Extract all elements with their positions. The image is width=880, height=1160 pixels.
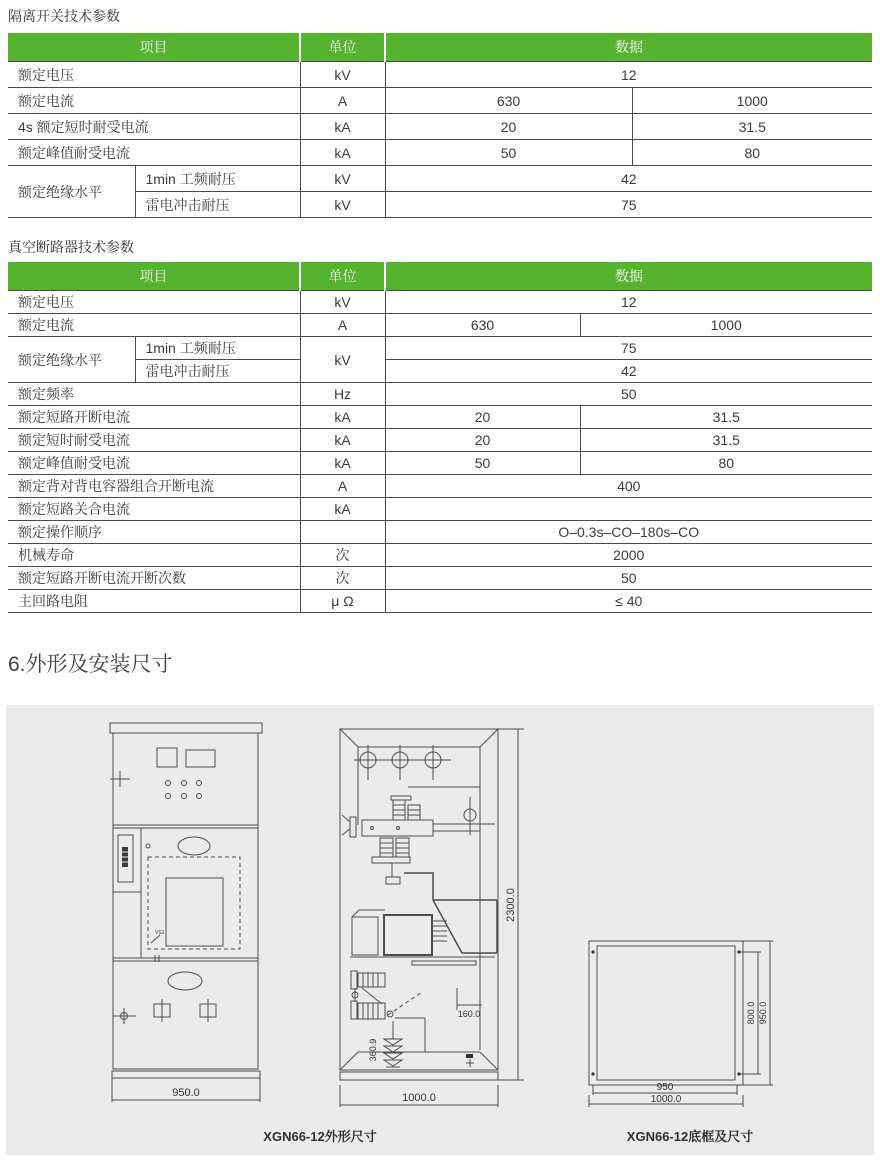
cell-val: 1000 (632, 88, 872, 114)
cell-sub: 雷电冲击耐压 (135, 360, 300, 383)
cell-item: 额定操作顺序 (8, 521, 300, 544)
cell-unit: kA (300, 429, 385, 452)
cell-val: 80 (580, 452, 872, 475)
cell-val: 50 (385, 140, 632, 166)
table-row (8, 452, 872, 475)
cell-item: 额定绝缘水平 (8, 166, 135, 218)
cell-unit: 次 (300, 567, 385, 590)
cell-sub: 1min 工频耐压 (135, 166, 300, 192)
table-row (8, 314, 872, 337)
dimension-drawings (6, 705, 874, 1155)
column-header: 数据 (385, 33, 872, 62)
cell-val: 31.5 (580, 429, 872, 452)
column-header: 项目 (8, 262, 300, 291)
dim-frame-hole-width: 950 (656, 1082, 674, 1093)
dim-front-width: 950.0 (172, 1087, 200, 1099)
table-row (8, 498, 872, 521)
vs1-label: VS1 (155, 930, 165, 936)
cell-val: 400 (385, 475, 872, 498)
cell-item: 主回路电阻 (8, 590, 300, 613)
table-row (8, 475, 872, 498)
cell-val: 20 (385, 429, 580, 452)
cell-unit: kV (300, 192, 385, 218)
cell-unit: A (300, 475, 385, 498)
cell-val (385, 498, 872, 521)
dim-side-insulator-height: 360.9 (368, 1038, 378, 1062)
dim-frame-width: 1000.0 (650, 1094, 682, 1105)
table-row (8, 406, 872, 429)
cell-unit (300, 521, 385, 544)
table-row (8, 521, 872, 544)
table1-title: 隔离开关技术参数 (8, 8, 120, 24)
cell-item: 额定背对背电容器组合开断电流 (8, 475, 300, 498)
cell-val: O–0.3s–CO–180s–CO (385, 521, 872, 544)
dim-frame-depth: 950.0 (758, 1001, 768, 1025)
table-row (8, 291, 872, 314)
cell-item: 额定电流 (8, 314, 300, 337)
table-row (8, 429, 872, 452)
column-header: 数据 (385, 262, 872, 291)
cell-sub: 雷电冲击耐压 (135, 192, 300, 218)
cell-val: 50 (385, 452, 580, 475)
cell-val: 80 (632, 140, 872, 166)
cell-unit: kV (300, 337, 385, 383)
cell-unit: 次 (300, 544, 385, 567)
cell-val: 20 (385, 114, 632, 140)
column-header: 单位 (300, 262, 385, 291)
cell-unit: A (300, 314, 385, 337)
cell-item: 额定短时耐受电流 (8, 429, 300, 452)
cell-sub: 1min 工频耐压 (135, 337, 300, 360)
cell-val: 50 (385, 383, 872, 406)
cell-item: 额定频率 (8, 383, 300, 406)
cell-val: 50 (385, 567, 872, 590)
dim-side-inner-offset: 160.0 (457, 1009, 481, 1019)
cell-val: 12 (385, 291, 872, 314)
cell-val: 20 (385, 406, 580, 429)
cell-item: 4s 额定短时耐受电流 (8, 114, 300, 140)
bottom-frame-drawing (589, 941, 773, 1107)
cell-unit: kV (300, 291, 385, 314)
cell-unit: kV (300, 62, 385, 88)
table-row (8, 88, 872, 114)
cell-val: 1000 (580, 314, 872, 337)
cell-val: 75 (385, 192, 872, 218)
section6-heading: 6.外形及安装尺寸 (8, 653, 173, 676)
cell-item: 额定短路开断电流开断次数 (8, 567, 300, 590)
cell-item: 额定峰值耐受电流 (8, 452, 300, 475)
cell-val: 42 (385, 166, 872, 192)
cell-item: 额定电压 (8, 62, 300, 88)
table-row (8, 192, 872, 218)
cell-unit: kA (300, 114, 385, 140)
cell-item: 额定短路关合电流 (8, 498, 300, 521)
table-row (8, 166, 872, 192)
table-row (8, 62, 872, 88)
cell-unit: kA (300, 498, 385, 521)
cell-val: 630 (385, 88, 632, 114)
dim-frame-hole-depth: 800.0 (746, 1001, 756, 1025)
table-row (8, 383, 872, 406)
cell-unit: kA (300, 452, 385, 475)
table-row (8, 567, 872, 590)
cell-val: 31.5 (632, 114, 872, 140)
table-row (8, 337, 872, 360)
cell-val: 630 (385, 314, 580, 337)
cell-unit: Hz (300, 383, 385, 406)
cell-val: 42 (385, 360, 872, 383)
cell-item: 额定电压 (8, 291, 300, 314)
cell-unit: kV (300, 166, 385, 192)
caption-outline-dimensions: XGN66-12外形尺寸 (263, 1129, 377, 1144)
table-row (8, 114, 872, 140)
side-view-drawing (340, 729, 524, 1107)
cell-val: 31.5 (580, 406, 872, 429)
cell-item: 额定峰值耐受电流 (8, 140, 300, 166)
cell-item: 额定短路开断电流 (8, 406, 300, 429)
column-header: 单位 (300, 33, 385, 62)
cell-item: 额定绝缘水平 (8, 337, 135, 383)
spec-table-isolation-switch (8, 33, 872, 218)
cell-item: 额定电流 (8, 88, 300, 114)
cell-item: 机械寿命 (8, 544, 300, 567)
cell-val: 75 (385, 337, 872, 360)
header-row (8, 262, 872, 291)
dim-side-total-height: 2300.0 (505, 888, 517, 922)
table-row (8, 140, 872, 166)
caption-base-frame-dimensions: XGN66-12底框及尺寸 (626, 1129, 754, 1144)
cell-unit: μ Ω (300, 590, 385, 613)
table2-title: 真空断路器技术参数 (8, 239, 134, 255)
table-row (8, 590, 872, 613)
cell-unit: A (300, 88, 385, 114)
table-row (8, 360, 872, 383)
cell-val: 2000 (385, 544, 872, 567)
front-view-drawing (110, 723, 262, 1102)
cell-unit: kA (300, 406, 385, 429)
table-row (8, 544, 872, 567)
drawings-panel (6, 705, 874, 1155)
cell-unit: kA (300, 140, 385, 166)
header-row (8, 33, 872, 62)
cell-val: ≤ 40 (385, 590, 872, 613)
spec-table-vacuum-breaker (8, 262, 872, 613)
cell-val: 12 (385, 62, 872, 88)
column-header: 项目 (8, 33, 300, 62)
dim-side-width: 1000.0 (402, 1092, 436, 1104)
